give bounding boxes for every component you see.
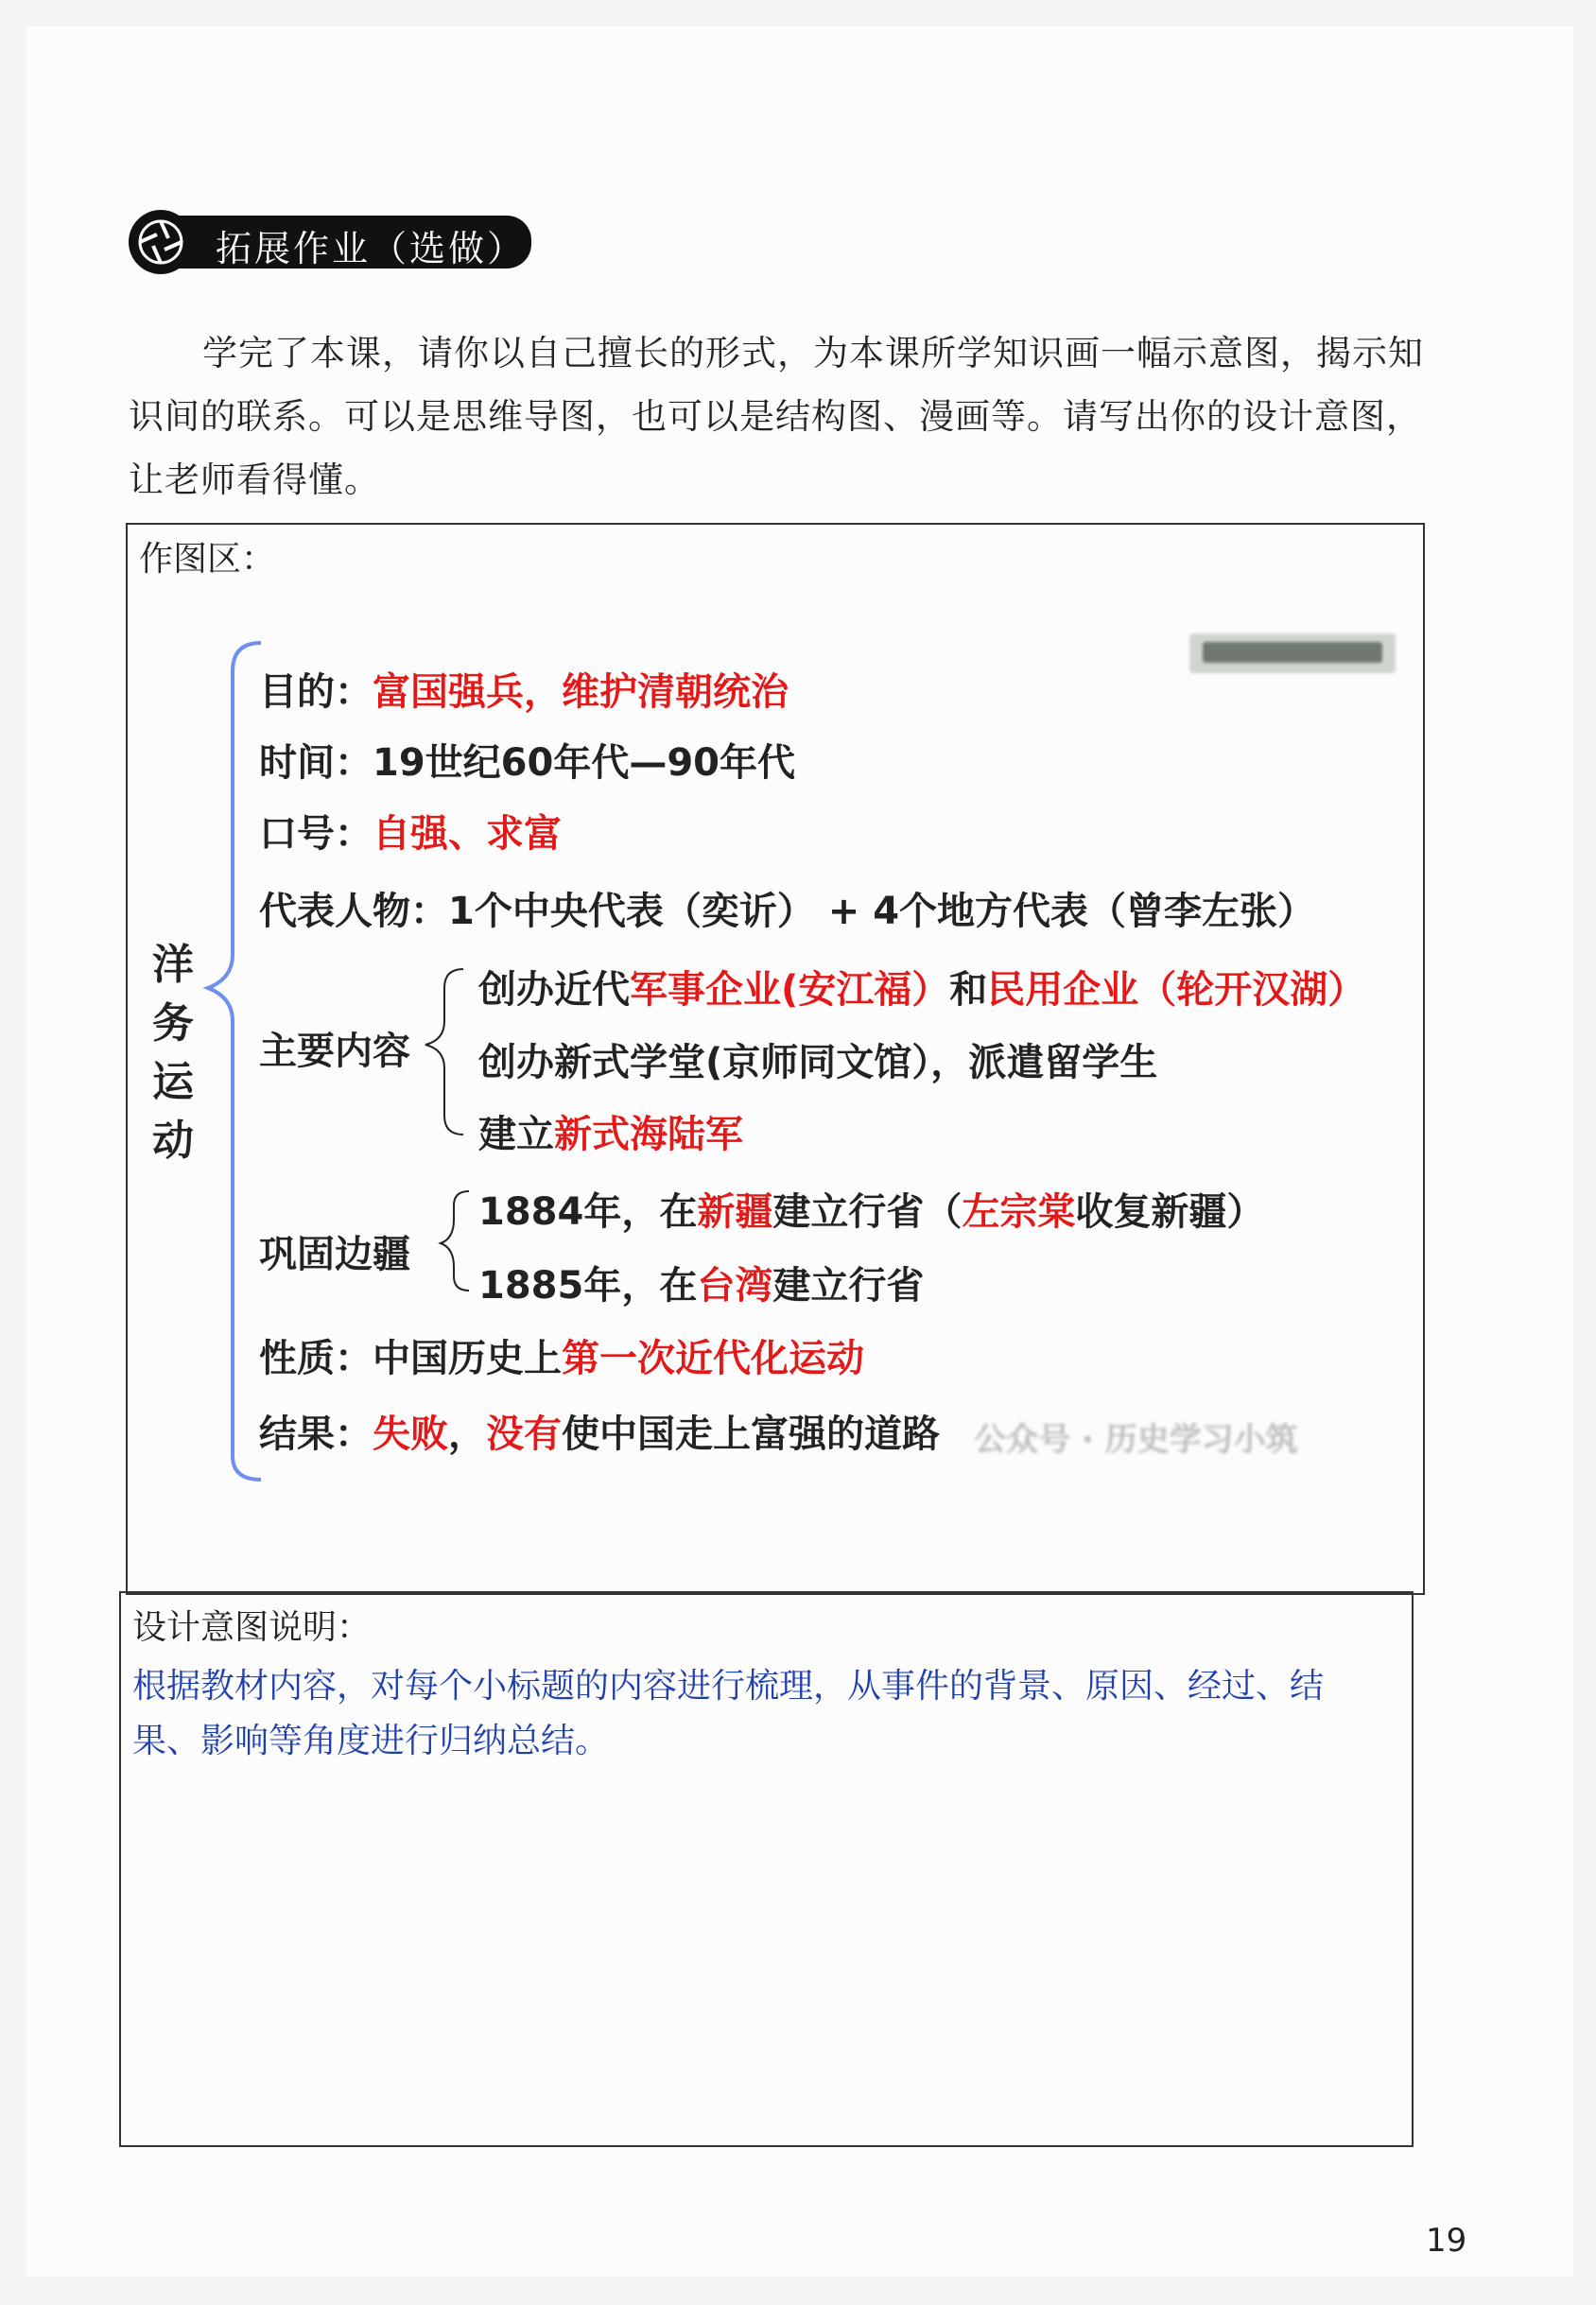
aperture-icon — [129, 210, 193, 274]
content-item-1-a: 创办近代 — [478, 968, 630, 1012]
result-value-a: 失败 — [373, 1412, 448, 1456]
frontier-item-2 — [478, 1256, 924, 1309]
design-intent-box — [119, 1591, 1414, 2147]
frontier-item-2-a: 1885年，在 — [478, 1264, 698, 1308]
frontier-label: 巩固边疆 — [259, 1233, 410, 1276]
goal-row — [259, 662, 789, 716]
slogan-value: 自强、求富 — [373, 812, 562, 856]
frontier-item-2-b: 台湾 — [697, 1264, 773, 1308]
people-row — [259, 881, 1315, 935]
result-value-b: 没有 — [486, 1412, 562, 1456]
content-item-3 — [478, 1104, 743, 1158]
drawing-area-label: 作图区： — [139, 540, 276, 579]
nature-label: 性质：中国历史上 — [259, 1337, 562, 1380]
content-label: 主要内容 — [259, 1030, 410, 1073]
people-value: 1个中央代表（奕䜣） + 4个地方代表（曾李左张） — [448, 890, 1316, 933]
goal-value: 富国强兵，维护清朝统治 — [373, 670, 789, 714]
result-value-c: 使中国走上富强的道路 — [562, 1412, 940, 1456]
nature-row — [259, 1328, 864, 1382]
page-number: 19 — [1426, 2222, 1467, 2260]
nature-value: 第一次近代化运动 — [562, 1337, 864, 1380]
section-heading — [129, 210, 531, 274]
slogan-label: 口号： — [259, 812, 373, 856]
frontier-item-1-e: 收复新疆） — [1075, 1190, 1265, 1234]
frontier-item-1-a: 1884年，在 — [478, 1190, 698, 1234]
goal-label: 目的： — [259, 670, 373, 714]
design-intent-text: 根据教材内容，对每个小标题的内容进行梳理，从事件的背景、原因、经过、结果、影响等角度进行归纳总结。 — [132, 1667, 1325, 1760]
frontier-item-1-d: 左宗棠 — [962, 1190, 1076, 1234]
result-label: 结果： — [259, 1412, 373, 1456]
source-watermark: 公众号 · 历史学习小筑 — [974, 1421, 1298, 1459]
content-item-2: 创办新式学堂(京师同文馆），派遣留学生 — [478, 1041, 1158, 1084]
frontier-item-1-c: 建立行省（ — [772, 1190, 963, 1234]
result-sep: ， — [448, 1412, 486, 1456]
task-instructions: 学完了本课，请你以自己擅长的形式，为本课所学知识画一幅示意图，揭示知识间的联系。可以是思维导图，也可以是结构图、漫画等。请写出你的设计意图，让老师看得懂。 — [129, 333, 1424, 500]
content-item-1-b: 军事企业(安江福） — [630, 968, 950, 1012]
frontier-item-1 — [478, 1182, 1264, 1236]
design-intent-label: 设计意图说明： — [132, 1608, 372, 1647]
time-value: 19世纪60年代—90年代 — [373, 741, 795, 785]
content-item-3-a: 建立 — [478, 1113, 554, 1156]
time-row — [259, 733, 795, 787]
time-label: 时间： — [259, 741, 373, 785]
result-row — [259, 1404, 940, 1458]
heading-title: 拓展作业（选做） — [216, 228, 527, 269]
content-item-1 — [478, 960, 1365, 1014]
blurred-tag — [1189, 633, 1396, 673]
frontier-item-1-b: 新疆 — [697, 1190, 773, 1234]
content-item-1-c: 和 — [949, 968, 988, 1012]
slogan-row — [259, 804, 562, 858]
frontier-item-2-c: 建立行省 — [772, 1264, 925, 1308]
content-item-3-b: 新式海陆军 — [554, 1113, 743, 1156]
mindmap-root: 洋务运动 — [152, 941, 194, 1165]
people-label: 代表人物： — [259, 890, 448, 933]
content-item-1-d: 民用企业（轮开汉湖） — [987, 968, 1366, 1012]
mind-map — [142, 624, 1399, 1494]
